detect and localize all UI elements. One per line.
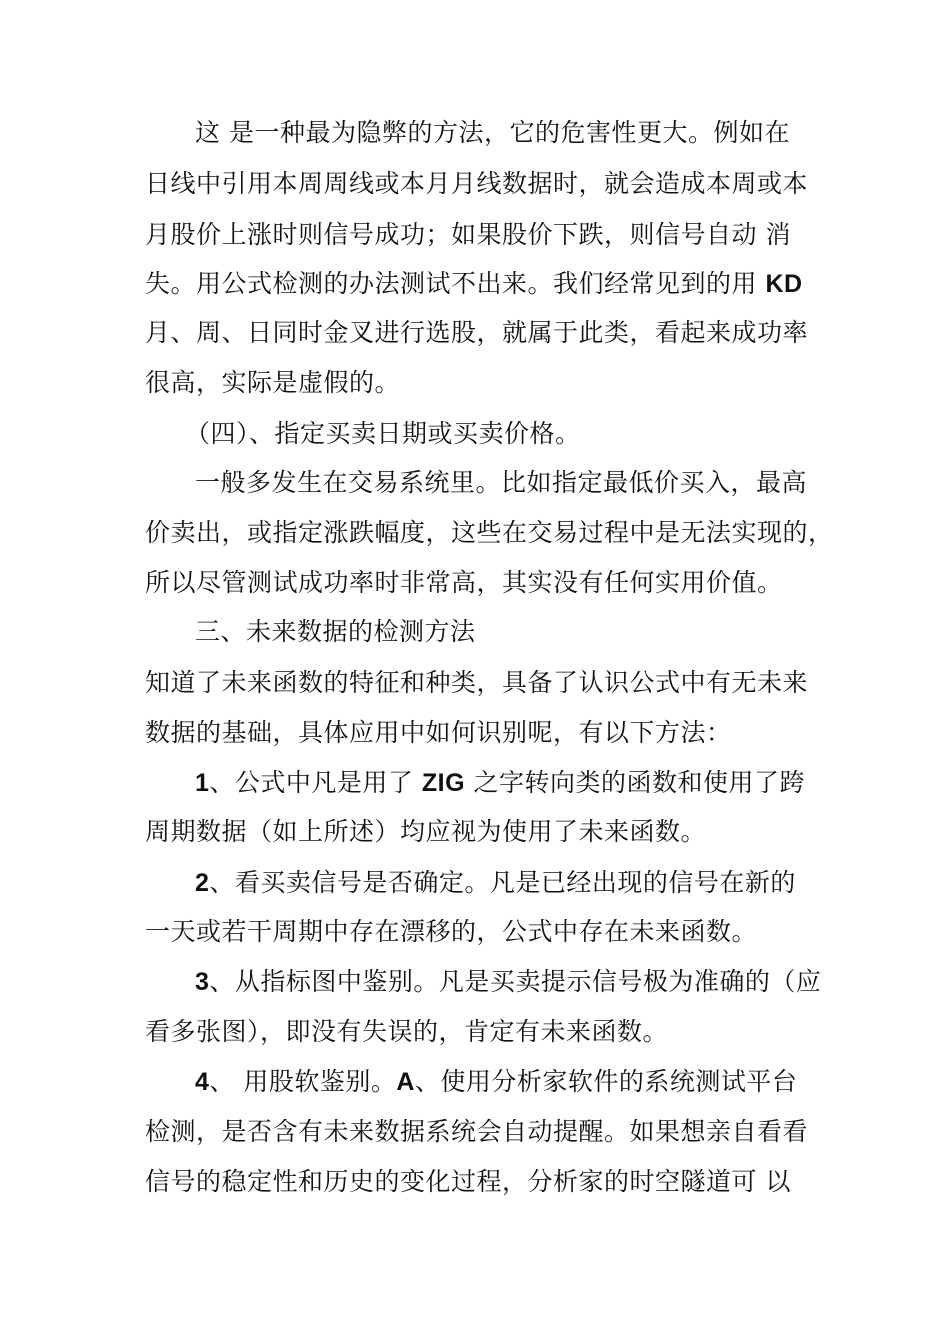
paragraph-line: 检测，是否含有未来数据系统会自动提醒。如果想亲自看看	[145, 1117, 809, 1146]
paragraph-line: 信号的稳定性和历史的变化过程，分析家的时空隧道可 以	[145, 1167, 791, 1196]
paragraph-line: 很高，实际是虚假的。	[145, 368, 401, 397]
paragraph-line: 周期数据（如上所述）均应视为使用了未来函数。	[145, 817, 707, 846]
paragraph-line: 月股价上涨时则信号成功；如果股价下跌，则信号自动 消	[145, 220, 791, 249]
section-heading: （四）、指定买卖日期或买卖价格。	[185, 419, 581, 448]
list-item-2: 2、看买卖信号是否确定。凡是已经出现的信号在新的	[195, 868, 796, 897]
paragraph-line: 数据的基础，具体应用中如何识别呢，有以下方法：	[145, 718, 732, 747]
section-heading: 三、未来数据的检测方法	[195, 617, 476, 646]
paragraph-line: 价卖出，或指定涨跌幅度，这些在交易过程中是无法实现的，	[145, 518, 834, 547]
list-item-3: 3、从指标图中鉴别。凡是买卖提示信号极为准确的（应	[195, 967, 822, 996]
paragraph-line: 日线中引用本周周线或本月月线数据时，就会造成本周或本	[145, 169, 809, 198]
list-item-1: 1、公式中凡是用了 ZIG 之字转向类的函数和使用了跨	[195, 768, 805, 797]
paragraph-line: 一天或若干周期中存在漂移的，公式中存在未来函数。	[145, 917, 758, 946]
paragraph-line: 所以尽管测试成功率时非常高，其实没有任何实用价值。	[145, 568, 783, 597]
paragraph-line: 月、周、日同时金叉进行选股，就属于此类，看起来成功率	[145, 318, 809, 347]
paragraph-line: 一般多发生在交易系统里。比如指定最低价买入，最高	[195, 468, 808, 497]
list-item-4: 4、 用股软鉴别。A、使用分析家软件的系统测试平台	[195, 1067, 798, 1096]
paragraph-line: 看多张图），即没有失误的，肯定有未来函数。	[145, 1017, 669, 1046]
paragraph-line: 这 是一种最为隐弊的方法，它的危害性更大。例如在	[195, 118, 790, 147]
paragraph-line: 知道了未来函数的特征和种类，具备了认识公式中有无未来	[145, 668, 809, 697]
paragraph-line: 失。用公式检测的办法测试不出来。我们经常见到的用 KD	[145, 269, 803, 298]
